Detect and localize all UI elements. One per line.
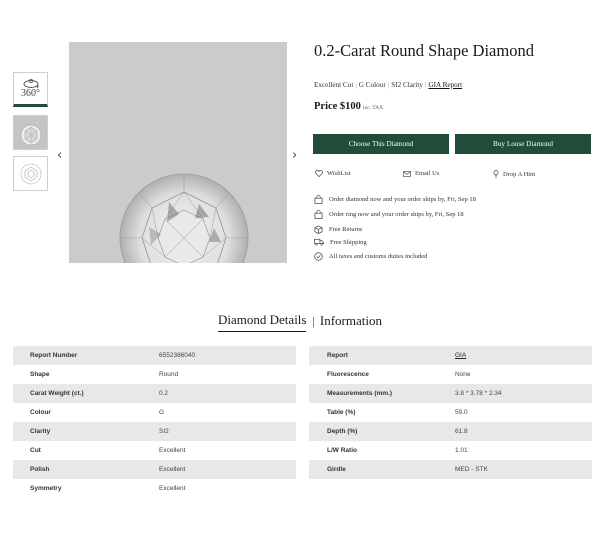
next-image-arrow[interactable]: › [292, 148, 298, 163]
gia-report-value-link[interactable]: GIA [455, 352, 467, 359]
info-diamond-shipping-text: Order diamond now and your order ships by, Fri, Sep 18 [329, 196, 476, 203]
gia-report-link[interactable]: GIA Report [428, 81, 463, 89]
wishlist-link[interactable] [315, 170, 351, 177]
drop-a-hint-label: Drop A Hint [503, 170, 536, 178]
product-title: 0.2-Carat Round Shape Diamond [314, 41, 534, 60]
info-taxes-text: All taxes and customs duties included [329, 253, 428, 260]
detail-key: Colour [30, 409, 51, 416]
detail-value: None [455, 371, 471, 378]
detail-key: Report Number [30, 352, 78, 359]
product-specs: Excellent Cut | G Colour | SI2 Clarity | GIA Report [314, 81, 463, 89]
spec-colour: G Colour [358, 81, 386, 89]
details-tabs [0, 312, 600, 332]
tab-separator: | [312, 314, 315, 328]
diamond-outline-icon [19, 162, 43, 186]
thumbnail-line-drawing[interactable] [13, 156, 48, 191]
table-row [13, 460, 296, 479]
thumbnail-360-label: 360° [21, 88, 40, 99]
email-us-label: Email Us [415, 170, 440, 177]
wishlist-label: WishList [327, 170, 351, 177]
bag-icon [314, 195, 323, 204]
info-free-shipping [314, 238, 367, 246]
spec-cut: Excellent Cut [314, 81, 354, 89]
detail-value: G [159, 409, 165, 416]
detail-key: Table (%) [327, 409, 356, 416]
detail-key: Depth (%) [327, 428, 358, 435]
price-tax-note: inc. TAX [362, 105, 384, 111]
table-row [309, 384, 592, 403]
diamond-image [69, 42, 287, 263]
drop-a-hint-link[interactable] [493, 170, 535, 178]
info-taxes [314, 252, 427, 261]
table-row [309, 460, 592, 479]
table-row [13, 365, 296, 384]
detail-key: Carat Weight (ct.) [30, 390, 84, 397]
detail-value: 0.2 [159, 390, 169, 397]
choose-diamond-button[interactable]: Choose This Diamond [313, 134, 449, 154]
detail-key: Polish [30, 466, 50, 473]
detail-value: 6552386040 [159, 352, 196, 359]
info-free-shipping-text: Free Shipping [330, 238, 367, 246]
ring-bag-icon [314, 210, 323, 219]
detail-key: Fluorescence [327, 371, 369, 378]
spec-clarity: SI2 Clarity [391, 81, 423, 89]
action-links [313, 170, 591, 182]
info-diamond-shipping [314, 195, 476, 204]
tab-information[interactable]: Information [319, 313, 382, 328]
table-row [13, 403, 296, 422]
info-ring-shipping-text: Order ring now and your order ships by, Fri, Sep 18 [329, 211, 464, 218]
table-row [309, 422, 592, 441]
table-row [309, 403, 592, 422]
table-row [309, 441, 592, 460]
tab-diamond-details[interactable]: Diamond Details [218, 312, 306, 332]
table-row [13, 346, 296, 365]
details-table-left [13, 346, 296, 498]
diamond-thumbnail-image [18, 120, 44, 146]
detail-key: Symmetry [30, 485, 62, 492]
detail-key: Clarity [30, 428, 51, 435]
detail-key: L/W Ratio [327, 447, 357, 454]
detail-value: 1.01 [455, 447, 468, 454]
detail-value: 61.8 [455, 428, 468, 435]
detail-value: Excellent [159, 466, 186, 473]
info-ring-shipping [314, 210, 464, 219]
detail-value: MED - STK [455, 466, 488, 473]
detail-value: Round [159, 371, 179, 378]
detail-value: 59.0 [455, 409, 468, 416]
box-icon [314, 225, 323, 234]
detail-key: Measurements (mm.) [327, 390, 393, 397]
envelope-icon [403, 171, 411, 177]
info-free-returns [314, 225, 362, 234]
table-row [13, 441, 296, 460]
detail-key: Report [327, 352, 348, 359]
price-label: Price $100 [314, 101, 361, 112]
check-circle-icon [314, 252, 323, 261]
table-row [309, 346, 592, 365]
previous-image-arrow[interactable]: ‹ [57, 148, 63, 163]
detail-value: Excellent [159, 447, 186, 454]
truck-icon [314, 238, 324, 246]
detail-key: Girdle [327, 466, 346, 473]
detail-value: SI2 [159, 428, 169, 435]
table-row [13, 384, 296, 403]
detail-key: Shape [30, 371, 50, 378]
table-row [13, 422, 296, 441]
details-table-right [309, 346, 592, 479]
buy-loose-diamond-button[interactable]: Buy Loose Diamond [455, 134, 591, 154]
table-row [309, 365, 592, 384]
bulb-icon [493, 170, 499, 178]
detail-value: 3.8 * 3.78 * 2.34 [455, 390, 502, 397]
thumbnail-photo[interactable] [13, 115, 48, 150]
detail-value: Excellent [159, 485, 186, 492]
table-row [13, 479, 296, 498]
main-diamond-image [69, 42, 287, 263]
price [314, 101, 383, 112]
detail-key: Cut [30, 447, 41, 454]
thumbnail-360-view[interactable] [13, 72, 48, 107]
heart-icon [315, 170, 323, 177]
info-free-returns-text: Free Returns [329, 226, 363, 233]
email-us-link[interactable] [403, 170, 439, 177]
